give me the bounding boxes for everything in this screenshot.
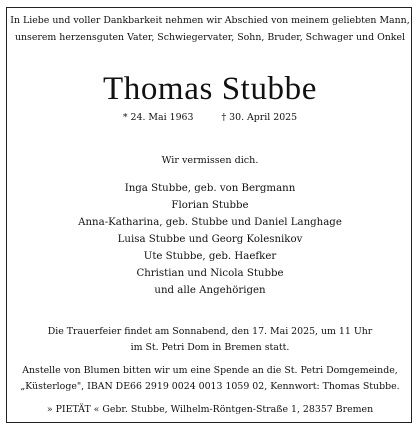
- mourner-line: Luisa Stubbe und Georg Kolesnikov: [117, 234, 303, 245]
- deceased-name: Thomas Stubbe: [102, 71, 318, 107]
- miss-text: Wir vermissen dich.: [161, 155, 259, 166]
- intro-line-1: In Liebe und voller Dankbarkeit nehmen wir Abschied von meinem geliebten Mann,: [10, 15, 410, 26]
- donation-line-2: „Küsterloge", IBAN DE66 2919 0024 0013 1059 02, Kennwort: Thomas Stubbe.: [20, 381, 400, 392]
- notice-border: [6, 7, 412, 423]
- mourner-line: Anna-Katharina, geb. Stubbe und Daniel Langhage: [78, 217, 342, 228]
- funeral-line-1: Die Trauerfeier findet am Sonnabend, den 17. Mai 2025, um 11 Uhr: [47, 326, 373, 337]
- mourner-line: Ute Stubbe, geb. Haefker: [143, 251, 277, 262]
- birth-date: * 24. Mai 1963: [122, 112, 194, 123]
- death-date: † 30. April 2025: [221, 112, 298, 123]
- intro-line-2: unserem herzensguten Vater, Schwiegervater, Sohn, Bruder, Schwager und Onkel: [14, 32, 406, 43]
- mourner-line: Florian Stubbe: [171, 200, 249, 211]
- donation-line-1: Anstelle von Blumen bitten wir um eine Spende an die St. Petri Domgemeinde,: [22, 365, 398, 376]
- funeral-home-footer: » PIETÄT « Gebr. Stubbe, Wilhelm-Röntgen-Straße 1, 28357 Bremen: [46, 404, 374, 415]
- mourner-line: Christian und Nicola Stubbe: [136, 268, 284, 279]
- mourner-line: und alle Angehörigen: [154, 285, 266, 296]
- life-dates: [0, 113, 420, 122]
- funeral-line-2: im St. Petri Dom in Bremen statt.: [130, 342, 290, 353]
- mourner-line: Inga Stubbe, geb. von Bergmann: [124, 183, 296, 194]
